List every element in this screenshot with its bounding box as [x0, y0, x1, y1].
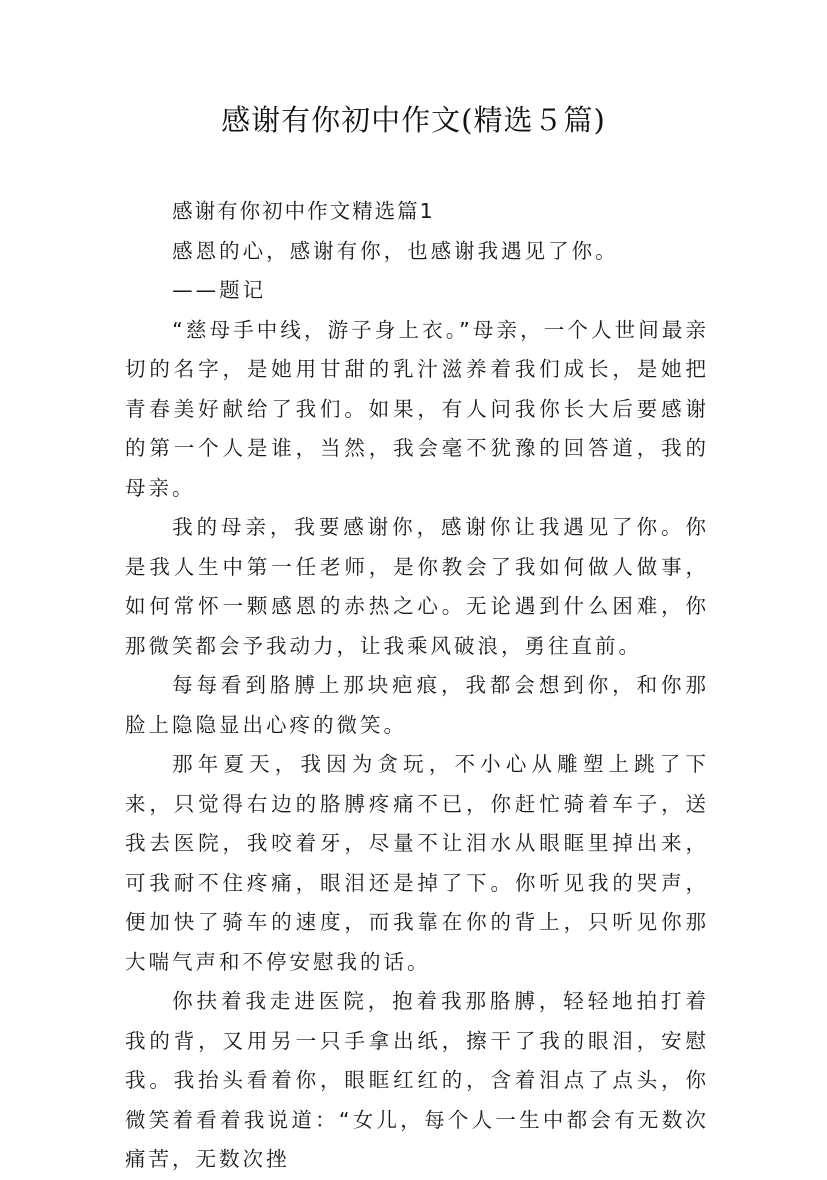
epigraph-attribution: ——题记 [172, 278, 267, 302]
paragraph: 每每看到胳膊上那块疤痕，我都会想到你，和你那脸上隐隐显出心疼的微笑。 [125, 673, 709, 737]
paragraph: 你扶着我走进医院，抱着我那胳膊，轻轻地拍打着我的背，又用另一只手拿出纸，擦干了我的眼泪，安慰我。我抬头看着你，眼眶红红的，含着泪点了点头，你微笑着看着我说道：“女儿，每个人一生中都会有无数次痛苦，无数次挫 [125, 989, 709, 1171]
section-heading: 感谢有你初中作文精选篇1 [172, 199, 435, 223]
document-body [125, 192, 709, 1180]
paragraph: 那年夏天，我因为贪玩，不小心从雕塑上跳了下来，只觉得右边的胳膊疼痛不已，你赶忙骑着车子，送我去医院，我咬着牙，尽量不让泪水从眼眶里掉出来，可我耐不住疼痛，眼泪还是掉了下。你听见我的哭声，便加快了骑车的速度，而我靠在你的背上，只听见你那大喘气声和不停安慰我的话。 [125, 752, 709, 974]
paragraph: “慈母手中线，游子身上衣。”母亲，一个人世间最亲切的名字，是她用甘甜的乳汁滋养着我们成长，是她把青春美好献给了我们。如果，有人问我你长大后要感谢的第一个人是谁，当然，我会毫不犹豫的回答道，我的母亲。 [125, 317, 709, 500]
paragraph: 我的母亲，我要感谢你，感谢你让我遇见了你。你是我人生中第一任老师，是你教会了我如何做人做事，如何常怀一颗感恩的赤热之心。无论遇到什么困难，你那微笑都会予我动力，让我乘风破浪，勇往直前。 [125, 515, 709, 658]
document-title: 感谢有你初中作文(精选５篇) [221, 103, 606, 137]
epigraph-line: 感恩的心，感谢有你，也感谢我遇见了你。 [172, 238, 619, 263]
